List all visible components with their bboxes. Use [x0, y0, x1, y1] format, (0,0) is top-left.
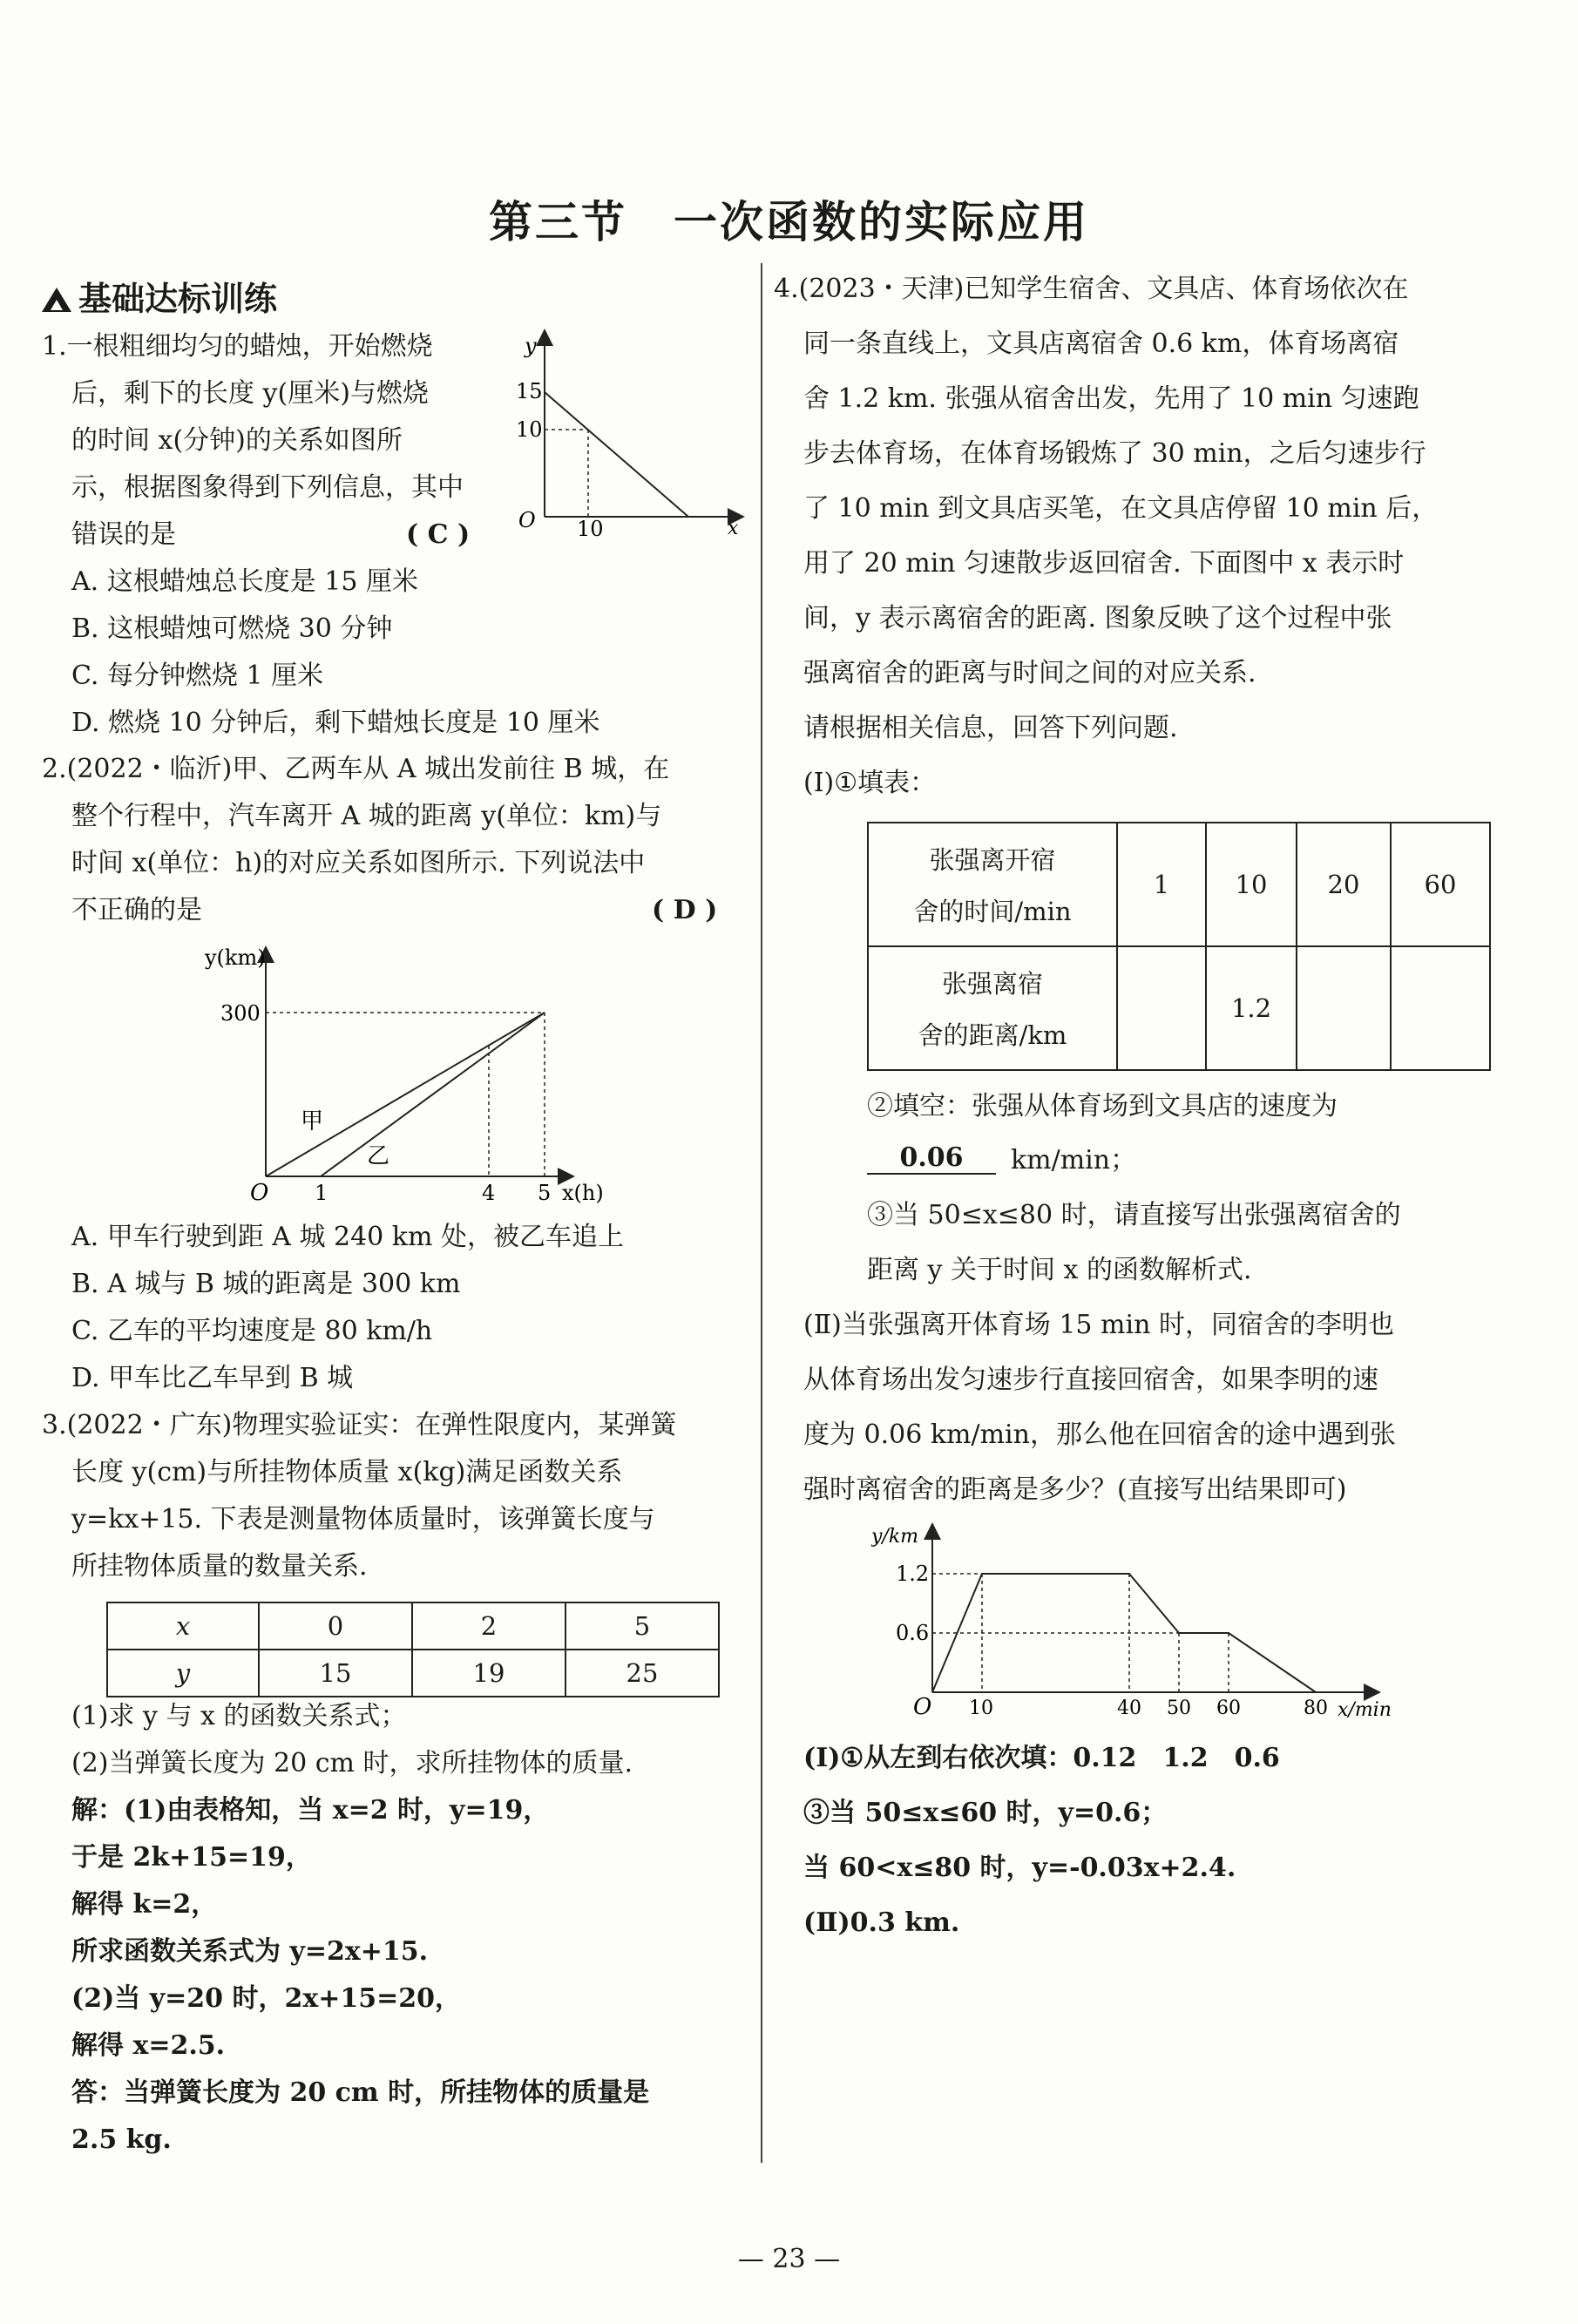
q4-part3-line-1: ③当 50≤x≤80 时，请直接写出张强离宿舍的	[867, 1200, 1401, 1230]
q4-header-line: 张强离开宿	[929, 845, 1056, 875]
q4-part2-line-2: 从体育场出发匀速步行直接回宿舍，如果李明的速	[803, 1365, 1378, 1395]
q4-header-line: 舍的距离/km	[918, 1020, 1067, 1050]
q4-fill-answer: 0.06	[867, 1143, 996, 1175]
q4-x-tick-10: 10	[969, 1697, 993, 1719]
q2-option-b: B. A 城与 B 城的距离是 300 km	[71, 1269, 461, 1299]
section-heading-text: 基础达标训练	[78, 280, 278, 318]
q4-line-7: 间，y 表示离宿舍的距离. 图象反映了这个过程中张	[803, 603, 1392, 634]
q3-solution-6: 解得 x=2.5.	[71, 2030, 226, 2061]
q4-y-tick-06: 0.6	[896, 1621, 930, 1645]
q1-x-tick-10: 10	[577, 517, 604, 541]
q3-line-3: y=kx+15. 下表是测量物体质量时，该弹簧长度与	[71, 1504, 655, 1535]
q1-answer: ( C )	[406, 519, 471, 550]
q4-line-8: 强离宿舍的距离与时间之间的对应关系.	[803, 658, 1256, 688]
section-heading	[42, 272, 277, 320]
q4-x-tick-60: 60	[1216, 1697, 1241, 1719]
q4-part2-line-4: 强时离宿舍的距离是多少？(直接写出结果即可)	[803, 1474, 1347, 1505]
q1-line-3: 的时间 x(分钟)的关系如图所	[71, 425, 403, 456]
q1-y-tick-10: 10	[516, 417, 543, 442]
q4-line-2: 同一条直线上，文具店离宿舍 0.6 km，体育场离宿	[803, 329, 1399, 359]
q4-header-line: 舍的时间/min	[913, 897, 1072, 926]
q4-cell	[1391, 946, 1490, 1070]
q4-answer-3: 当 60<x≤80 时，y=-0.03x+2.4.	[803, 1853, 1236, 1883]
q3-line-2: 长度 y(cm)与所挂物体质量 x(kg)满足函数关系	[71, 1457, 623, 1487]
q2-answer: ( D )	[652, 895, 718, 925]
q1-line	[545, 392, 688, 517]
q4-fill-text: ②填空：张强从体育场到文具店的速度为	[867, 1091, 1338, 1121]
q1-line-4: 示，根据图象得到下列信息，其中	[71, 472, 464, 503]
q4-line-4: 步去体育场，在体育场锻炼了 30 min，之后匀速步行	[803, 438, 1426, 469]
q2-x-tick-4: 4	[482, 1181, 496, 1205]
q2-x-tick-5: 5	[538, 1181, 552, 1205]
q3-cell: 2	[412, 1602, 566, 1650]
q1-x-label: x	[728, 518, 739, 539]
q2-y-tick-300: 300	[220, 1001, 261, 1026]
q4-table	[867, 822, 1491, 1071]
q2-line-yi	[321, 1013, 545, 1176]
q1-y-tick-15: 15	[516, 379, 543, 403]
q4-y-label: y/km	[871, 1526, 919, 1548]
q4-x-label: x/min	[1338, 1699, 1392, 1721]
q4-x-tick-80: 80	[1304, 1697, 1328, 1719]
q3-cell: 15	[259, 1650, 412, 1697]
q2-line-1: 2.(2022・临沂)甲、乙两车从 A 城出发前往 B 城，在	[42, 754, 670, 784]
q3-table-row-y	[107, 1650, 719, 1697]
q3-solution-8: 2.5 kg.	[71, 2124, 172, 2155]
q2-line-3: 时间 x(单位：h)的对应关系如图所示. 下列说法中	[71, 848, 646, 878]
q3-cell: 19	[412, 1650, 566, 1697]
q2-origin: O	[250, 1180, 269, 1206]
q4-fill-unit: km/min；	[1011, 1145, 1137, 1176]
q1-graph	[505, 327, 749, 545]
q4-part2-line-1: (Ⅱ)当张强离开体育场 15 min 时，同宿舍的李明也	[803, 1310, 1394, 1340]
q3-cell: 5	[566, 1602, 719, 1650]
q2-option-a: A. 甲车行驶到距 A 城 240 km 处，被乙车追上	[71, 1222, 624, 1252]
page-title: 第三节 一次函数的实际应用	[489, 197, 1089, 247]
q2-line-2: 整个行程中，汽车离开 A 城的距离 y(单位：km)与	[71, 801, 662, 831]
q4-cell	[1297, 946, 1391, 1070]
q4-x-tick-40: 40	[1117, 1697, 1141, 1719]
q4-answer-4: (Ⅱ)0.3 km.	[803, 1907, 960, 1938]
q2-x-label: x(h)	[562, 1181, 604, 1205]
q4-table-row-time	[868, 823, 1490, 946]
q4-header-line: 张强离宿	[941, 969, 1043, 999]
q4-line-9: 请根据相关信息，回答下列问题.	[803, 713, 1178, 743]
q3-solution-2: 于是 2k+15=19，	[71, 1842, 312, 1873]
q3-line-1: 3.(2022・广东)物理实验证实：在弹性限度内，某弹簧	[42, 1410, 677, 1440]
q2-y-label: y(km)	[205, 945, 266, 970]
q3-cell: x	[107, 1602, 259, 1650]
q1-line-5: 错误的是	[71, 519, 176, 550]
q2-option-d: D. 甲车比乙车早到 B 城	[71, 1363, 354, 1393]
q1-origin: O	[518, 508, 536, 532]
q3-solution-3: 解得 k=2，	[71, 1889, 218, 1920]
q3-solution-7: 答：当弹簧长度为 20 cm 时，所挂物体的质量是	[71, 2077, 650, 2108]
q3-cell: 25	[566, 1650, 719, 1697]
q1-line-2: 后，剩下的长度 y(厘米)与燃烧	[71, 378, 429, 409]
q4-table-header-distance	[868, 946, 1117, 1070]
q1-option-c: C. 每分钟燃烧 1 厘米	[71, 661, 324, 691]
q3-sub-1: (1)求 y 与 x 的函数关系式；	[71, 1701, 407, 1731]
page-number: — 23 —	[737, 2244, 841, 2274]
q3-sub-2: (2)当弹簧长度为 20 cm 时，求所挂物体的质量.	[71, 1748, 633, 1779]
q4-answer-2: ③当 50≤x≤60 时，y=0.6；	[803, 1798, 1168, 1828]
q3-cell: 0	[259, 1602, 412, 1650]
q1-option-b: B. 这根蜡烛可燃烧 30 分钟	[71, 613, 393, 644]
q3-table	[106, 1602, 720, 1697]
q4-cell: 20	[1297, 823, 1391, 946]
q4-graph	[871, 1521, 1429, 1730]
q4-table-header-time	[868, 823, 1117, 946]
q2-graph	[196, 945, 632, 1224]
q3-cell: y	[107, 1650, 259, 1697]
q3-solution-4: 所求函数关系式为 y=2x+15.	[71, 1936, 429, 1967]
q2-line-jia	[266, 1013, 545, 1176]
q1-option-d: D. 燃烧 10 分钟后，剩下蜡烛长度是 10 厘米	[71, 708, 600, 738]
q1-line-1: 1.一根粗细均匀的蜡烛，开始燃烧	[42, 331, 433, 362]
q3-solution-5: (2)当 y=20 时，2x+15=20，	[71, 1983, 461, 2014]
q4-part3-line-2: 距离 y 关于时间 x 的函数解析式.	[867, 1255, 1252, 1285]
q4-cell: 1.2	[1206, 946, 1297, 1070]
q4-cell: 10	[1206, 823, 1297, 946]
q1-y-label: y	[525, 334, 537, 358]
q4-line-5: 了 10 min 到文具店买笔，在文具店停留 10 min 后，	[803, 493, 1439, 524]
q2-line-4: 不正确的是	[71, 895, 202, 925]
q4-line-6: 用了 20 min 匀速散步返回宿舍. 下面图中 x 表示时	[803, 548, 1405, 579]
column-divider	[761, 263, 762, 2163]
q4-cell	[1117, 946, 1206, 1070]
q4-answer-1: (Ⅰ)①从左到右依次填：0.12 1.2 0.6	[803, 1743, 1280, 1773]
q4-line-3: 舍 1.2 km. 张强从宿舍出发，先用了 10 min 匀速跑	[803, 383, 1419, 414]
q4-cell: 1	[1117, 823, 1206, 946]
q4-table-row-distance	[868, 946, 1490, 1070]
q4-part2-line-3: 度为 0.06 km/min，那么他在回宿舍的途中遇到张	[803, 1419, 1396, 1450]
q3-solution-1: 解：(1)由表格知，当 x=2 时，y=19，	[71, 1795, 550, 1826]
q4-line-10: (Ⅰ)①填表：	[803, 768, 937, 798]
q4-y-tick-12: 1.2	[896, 1562, 930, 1586]
q1-option-a: A. 这根蜡烛总长度是 15 厘米	[71, 566, 418, 597]
q3-table-row-x	[107, 1602, 719, 1650]
q3-line-4: 所挂物体质量的数量关系.	[71, 1551, 368, 1582]
q4-cell: 60	[1391, 823, 1490, 946]
q2-option-c: C. 乙车的平均速度是 80 km/h	[71, 1316, 433, 1346]
q4-x-tick-50: 50	[1167, 1697, 1191, 1719]
q4-origin: O	[913, 1694, 932, 1720]
triangle-icon	[42, 288, 71, 312]
q2-x-tick-1: 1	[315, 1181, 328, 1205]
q2-label-yi: 乙	[367, 1143, 390, 1169]
q4-line-1: 4.(2023・天津)已知学生宿舍、文具店、体育场依次在	[774, 274, 1409, 304]
q2-label-jia: 甲	[301, 1108, 324, 1135]
